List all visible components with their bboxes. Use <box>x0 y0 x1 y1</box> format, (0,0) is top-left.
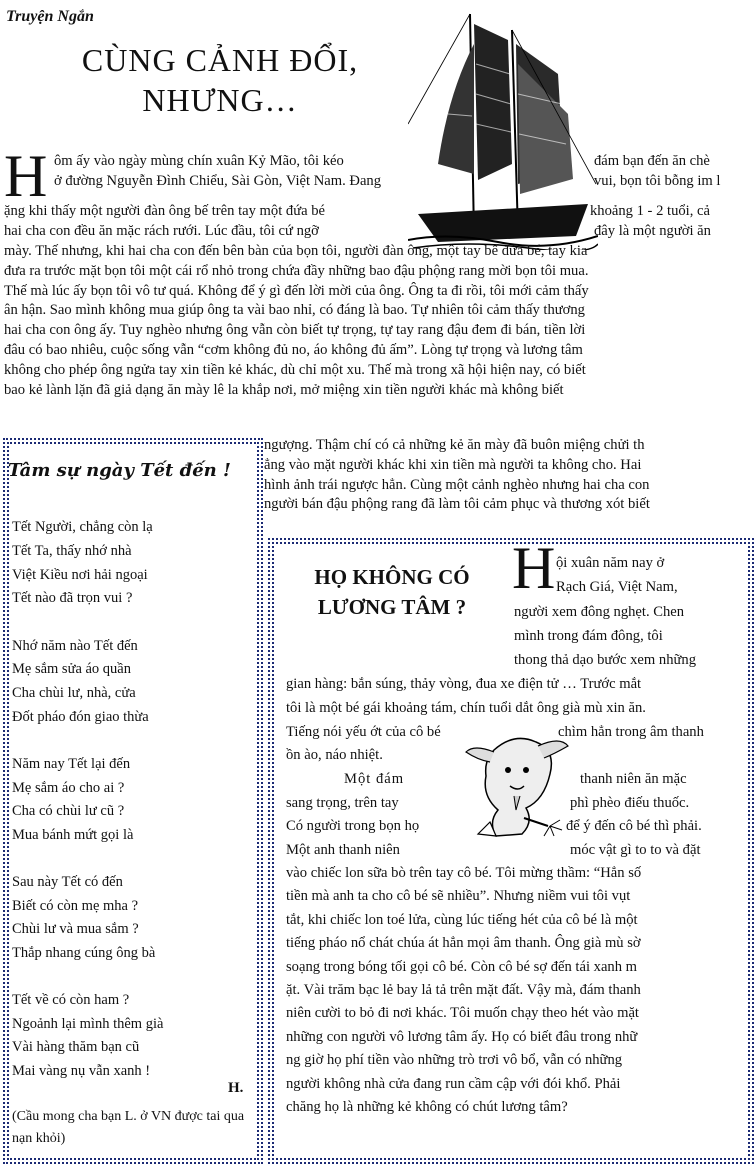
poem-signature: H. <box>228 1080 244 1096</box>
article-line: tiếng pháo nổ chát chúa át hẳn mọi âm thanh. Ông già mù sờ <box>286 935 641 952</box>
article-line: Một đám <box>344 771 405 787</box>
story-line: ôm ấy vào ngày mùng chín xuân Kỷ Mão, tôi kéo <box>54 153 344 169</box>
poem-line: Cha chùi lư, nhà, cửa <box>12 685 136 701</box>
poem-line: Chùi lư và mua sắm ? <box>12 921 139 937</box>
article-line: Tiếng nói yếu ớt của cô bé <box>286 724 441 740</box>
story-line: ở đường Nguyễn Đình Chiểu, Sài Gòn, Việt Nam. Đang <box>54 173 382 189</box>
poem-line: Mai vàng nụ vẫn xanh ! <box>12 1063 151 1079</box>
junk-boat-illustration <box>408 4 598 250</box>
story-line: đây là một người ăn <box>594 223 711 239</box>
article-line: tiền mà anh ta cho cô bé sẽ nhiều”. Nhưng niềm vui tôi vụt <box>286 888 631 905</box>
article-line: mình trong đám đông, tôi <box>514 628 663 644</box>
story-line: Thế mà lúc ấy bọn tôi vô tư quá. Không để ý gì đến lời mời của ông. Ông ta đi rồi, tôi mới cảm thấy <box>4 282 589 299</box>
poem-line: Đốt pháo đón giao thừa <box>12 709 149 725</box>
article-line: tôi là một bé gái khoảng tám, chín tuổi dắt ông già mù xin ăn. <box>286 700 646 716</box>
article-title-line-1: HỌ KHÔNG CÓ <box>314 565 470 589</box>
story-line: đám bạn đến ăn chè <box>594 153 710 169</box>
poem-title: Tâm sự ngày Tết đến ! <box>8 460 231 481</box>
story-line: đâu có bao nhiêu, cuộc sống vẫn “cơm không đủ no, áo không đủ ấm”. Lòng tự trọng và lương tâm <box>4 341 583 358</box>
story-line: khoảng 1 - 2 tuổi, cả <box>590 203 710 219</box>
story-line: hình ảnh trái ngược hẳn. Cùng một cảnh nghèo nhưng hai cha con <box>264 476 650 493</box>
article-line: vào chiếc lon sữa bò trên tay cô bé. Tôi mừng thầm: “Hẳn số <box>286 865 642 881</box>
article-title-line-2: LƯƠNG TÂM ? <box>317 595 467 619</box>
poem-line: Cha có chùi lư cũ ? <box>12 803 125 819</box>
article-line: thong thả dạo bước xem những <box>514 652 697 668</box>
story-body <box>4 242 750 400</box>
story-line: vui, bọn tôi bỗng im l <box>594 173 721 189</box>
title-line-2: NHƯNG… <box>142 82 298 118</box>
article-line: chăng họ là những kẻ không có chút lương tâm? <box>286 1099 568 1116</box>
article-line: gian hàng: bắn súng, thảy vòng, đua xe điện tử … Trước mắt <box>286 676 642 692</box>
poem-line: Mẹ sắm áo cho ai ? <box>12 780 125 796</box>
article-line: để ý đến cô bé thì phải. <box>566 818 702 834</box>
poem-line: Mẹ sắm sửa áo quần <box>12 661 131 677</box>
poem-line: Năm nay Tết lại đến <box>12 756 131 772</box>
article-line: soạng trong bóng tối gọi cô bé. Còn cô bé sợ đến tái xanh m <box>286 958 638 975</box>
poem-line: Nhớ năm nào Tết đến <box>12 638 138 654</box>
story-line: ẳng vào mặt người khác khi xin tiền mà người ta không cho. Hai <box>264 456 642 473</box>
story-line: đưa ra trước mặt bọn tôi một cái rổ nhỏ trong chứa đầy những bao đậu phộng rang mời bọn tôi mua. <box>4 262 589 279</box>
poem-line: Thắp nhang cúng ông bà <box>12 945 156 961</box>
story-line: người bán đậu phộng rang đã làm tôi cảm phục và thương xót biết <box>264 496 650 513</box>
story-title <box>30 40 410 120</box>
article-line: phì phèo điếu thuốc. <box>570 795 690 811</box>
poem-line: Tết về có còn ham ? <box>12 992 130 1008</box>
article-line: sang trọng, trên tay <box>286 795 399 811</box>
story-line: không cho phép ông ngửa tay xin tiền kẻ khác, dù chỉ một xu. Thế mà trong xã hội hiện nay, có biết <box>4 361 586 378</box>
poem-line: Ngoảnh lại mình thêm già <box>12 1016 164 1032</box>
story-line: hai cha con ông ấy. Tuy nghèo nhưng ông vẫn còn biết tự trọng, tự tay rang đậu đem đi bán, tiền lời <box>4 322 586 339</box>
article-line: thanh niên ăn mặc <box>580 771 687 787</box>
story-drop-cap: H <box>4 143 48 209</box>
article-line: Có người trong bọn họ <box>286 818 420 834</box>
article-line: chìm hẳn trong âm thanh <box>558 724 704 740</box>
story-line: ngượng. Thậm chí có cả những kẻ ăn mày đã buôn miệng chửi th <box>264 437 645 453</box>
story-line: bao kẻ lành lặn đã giả dạng ăn mày lê la khắp nơi, mở miệng xin tiền người khác mà không biết <box>4 381 564 398</box>
article-line: móc vật gì to to và đặt <box>570 842 701 858</box>
poem-line: Sau này Tết có đến <box>12 874 123 890</box>
goat-firecracker-cartoon <box>464 730 572 844</box>
poem-line: Biết có còn mẹ mha ? <box>12 898 139 914</box>
article-title <box>292 562 492 622</box>
article-line: người xem đông nghẹt. Chen <box>514 604 685 620</box>
story-line: ân hận. Sao mình không mua giúp ông ta vài bao nhỉ, có đáng là bao. Tự nhiên tôi cảm thấy thương <box>4 302 585 319</box>
article-line: ội xuân năm nay ở <box>556 555 665 571</box>
poem-line: Mua bánh mứt gọi là <box>12 827 134 843</box>
poem-line: Tết nào đã trọn vui ? <box>12 590 133 606</box>
article-line: ng giờ họ phí tiền vào những trò trơi vô bổ, vẫn có những <box>286 1052 623 1069</box>
section-kicker: Truyện Ngắn <box>6 8 94 25</box>
article-line: người không nhà cửa đang run cầm cập với đói khổ. Phải <box>286 1075 621 1092</box>
poem-line: Tết Người, chẳng còn lạ <box>12 519 153 535</box>
title-line-1: CÙNG CẢNH ĐỔI, <box>81 42 359 78</box>
article-line: Rạch Giá, Việt Nam, <box>556 579 678 595</box>
article-drop-cap: H <box>512 535 556 601</box>
story-line: mày. Thế nhưng, khi hai cha con đến bên bàn của bọn tôi, người đàn ông, một tay bế đứa bé, tay kia <box>4 243 588 259</box>
article-line: niên cười to bỏ đi nơi khác. Tôi muốn chạy theo hét vào mặt <box>286 1005 639 1022</box>
story-side-column <box>264 436 750 515</box>
article-line: tắt, khi chiếc lon toé lửa, cùng lúc tiếng hét của cô bé là một <box>286 911 638 928</box>
poem-line: Vài hàng thăm bạn cũ <box>12 1039 140 1055</box>
article-line: ồn ào, náo nhiệt. <box>286 747 383 763</box>
article-line: Một anh thanh niên <box>286 842 400 858</box>
article-line: ặt. Vài trăm bạc lẻ bay lả tả trên mặt đất. Vậy mà, đám thanh <box>286 982 641 999</box>
poem-note: (Cầu mong cha bạn L. ở VN được tai qua nạn khỏi) <box>12 1109 245 1146</box>
poem-line: Tết Ta, thấy nhớ nhà <box>12 543 132 559</box>
poem-line: Việt Kiều nơi hải ngoại <box>12 567 148 583</box>
article-line: những con người vô lương tâm ấy. Họ có biết đâu trong nhữ <box>286 1028 638 1045</box>
story-line: hai cha con đều ăn mặc rách rưới. Lúc đầu, tôi cứ ngỡ <box>4 223 319 239</box>
story-line: ặng khi thấy một người đàn ông bế trên tay một đứa bé <box>4 203 326 219</box>
article-tail <box>286 862 742 1119</box>
